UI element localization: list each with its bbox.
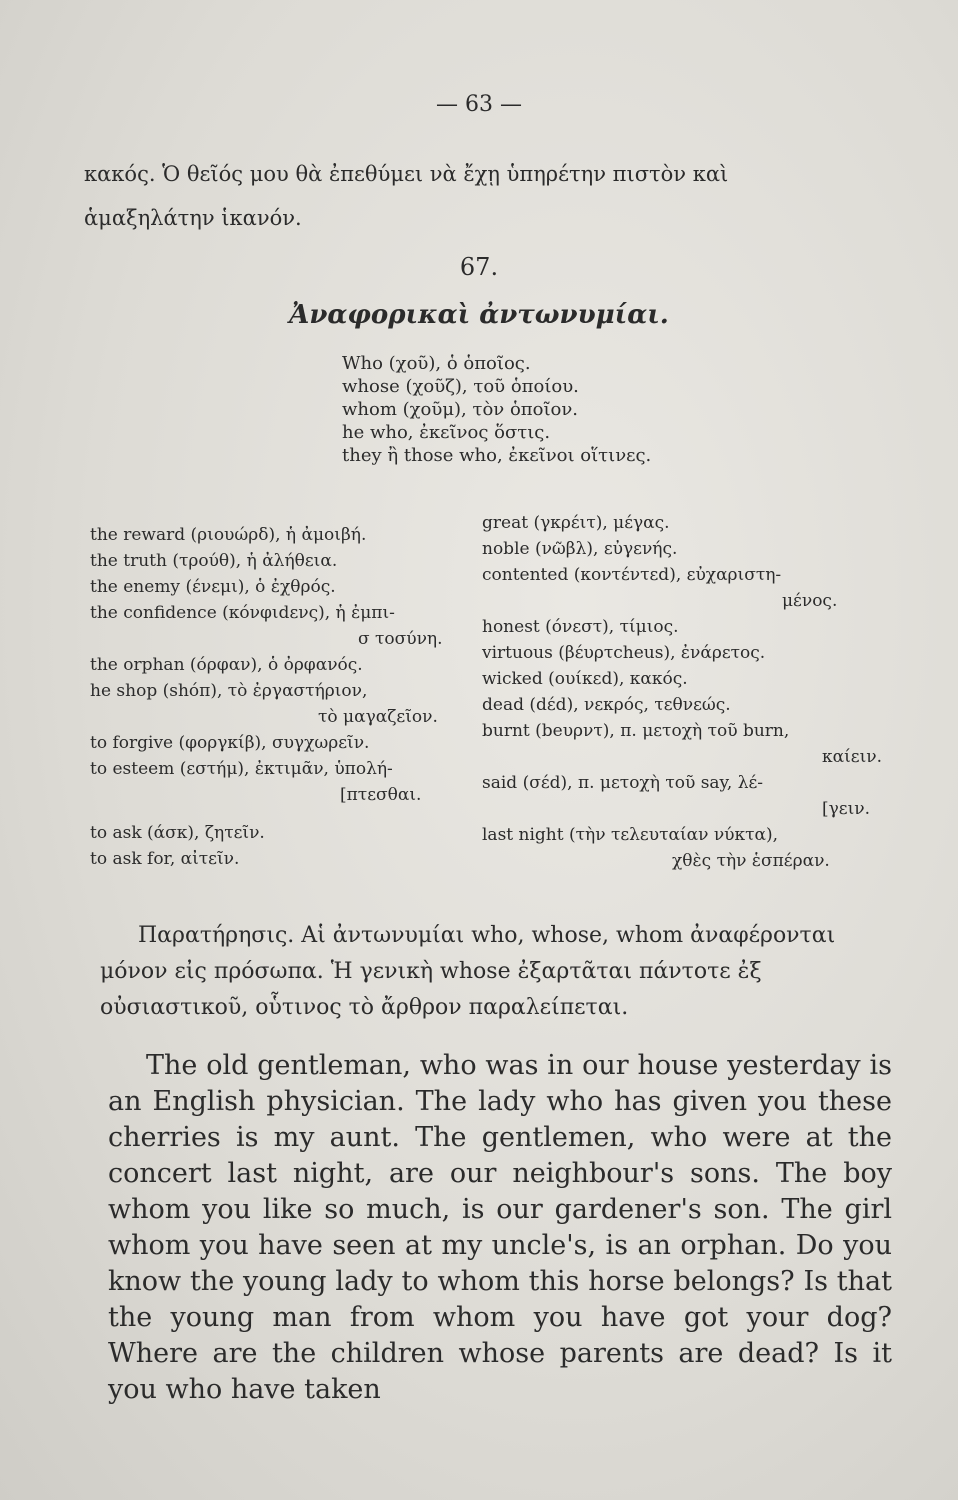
pronoun-entry: Who (χοῦ), ὁ ὁποῖος. bbox=[342, 353, 531, 374]
vocab-entry: last night (τὴν τελευταίαν νύκτα), bbox=[482, 825, 779, 845]
vocab-entry: virtuous (βέυρτcheus), ἐνάρετος. bbox=[482, 643, 766, 663]
vocab-entry-continued: χθὲς τὴν ἑσπέραν. bbox=[672, 851, 830, 871]
text-line: κακός. Ὁ θεῖός μου θὰ ἐπεθύμει νὰ ἔχῃ ὑπηρέτην πιστὸν καὶ bbox=[84, 162, 729, 186]
vocab-entry: the truth (τρούθ), ἡ ἀλήθεια. bbox=[90, 551, 338, 571]
pronoun-entry: whom (χοῦμ), τὸν ὁποῖον. bbox=[342, 399, 579, 420]
vocab-entry: to forgive (φοργκίβ), συγχωρεῖν. bbox=[90, 733, 370, 753]
vocab-entry-continued: σ τοσύνη. bbox=[358, 629, 443, 649]
vocab-entry: the reward (ριουώρδ), ἡ ἀμοιβή. bbox=[90, 525, 367, 545]
vocab-left-column bbox=[90, 522, 470, 872]
vocab-entry: burnt (beυρντ), π. μετοχὴ τοῦ burn, bbox=[482, 721, 790, 741]
vocab-entry: the orphan (όρφαν), ὁ ὀρφανός. bbox=[90, 655, 363, 675]
pronoun-entry: whose (χοῦζ), τοῦ ὁποίου. bbox=[342, 376, 579, 397]
pronoun-entry: they ἢ those who, ἐκεῖνοι οἵτινες. bbox=[342, 445, 652, 466]
page-number: — 63 — bbox=[436, 92, 522, 117]
exercise-paragraph: The old gentleman, who was in our house yesterday is an English physician. The lady who has given you these cherries is my aunt. The gentlemen, who were at the concert last night, are our neighbour's sons. The boy whom you like so much, is our gardener's son. The girl whom you have seen at my uncle's, is an orphan. Do you know the young lady to whom this horse belongs? Is that the young man from whom you have got your dog? Where are the children whose parents are dead? Is it you who have taken bbox=[108, 1050, 892, 1405]
vocab-entry: the enemy (ένεμι), ὁ ἐχθρός. bbox=[90, 577, 336, 597]
vocab-entry: honest (όνεστ), τίμιος. bbox=[482, 617, 679, 637]
pronoun-entry: he who, ἐκεῖνος ὅστις. bbox=[342, 422, 551, 443]
vocab-entry: said (σέd), π. μετοχὴ τοῦ say, λέ- bbox=[482, 773, 764, 793]
text-line: ἁμαξηλάτην ἱκανόν. bbox=[84, 206, 302, 230]
section-title: Ἀναφορικαὶ ἀντωνυμίαι. bbox=[289, 300, 669, 330]
note-paragraph: Παρατήρησις. Αἱ ἀντωνυμίαι who, whose, whom ἀναφέρονται μόνον εἰς πρόσωπα. Ἡ γενικὴ whose ἐξαρτᾶται πάντοτε ἐξ οὐσιαστικοῦ, οὗτινος τὸ ἄρθρον παραλείπεται. bbox=[100, 923, 836, 1020]
vocab-entry: noble (νῶβλ), εὐγενής. bbox=[482, 539, 678, 559]
vocab-entry-continued: [πτεσθαι. bbox=[340, 785, 422, 805]
vocab-entry: contented (κοντέντεd), εὐχαριστη- bbox=[482, 565, 782, 585]
vocab-entry-continued: [γειν. bbox=[822, 799, 871, 819]
vocab-entry: he shop (shόπ), τὸ ἐργαστήριον, bbox=[90, 681, 368, 701]
vocab-entry: to ask (άσκ), ζητεῖν. bbox=[90, 823, 265, 843]
vocab-entry: wicked (ουίκεd), κακός. bbox=[482, 669, 688, 689]
vocab-entry-continued: τὸ μαγαζεῖον. bbox=[318, 707, 438, 727]
vocab-entry: the confidence (κόνφιdενς), ἡ ἐμπι- bbox=[90, 603, 395, 623]
vocab-entry: dead (dέd), νεκρός, τεθνεώς. bbox=[482, 695, 731, 715]
pronoun-list bbox=[342, 352, 651, 467]
vocab-entry: to ask for, αἰτεῖν. bbox=[90, 849, 240, 869]
vocab-entry-continued: καίειν. bbox=[822, 747, 882, 767]
vocab-entry-continued: μένος. bbox=[782, 591, 838, 611]
vocab-entry: to esteem (εστήμ), ἐκτιμᾶν, ὑπολή- bbox=[90, 759, 393, 779]
vocab-right-column bbox=[482, 510, 882, 874]
section-number: 67. bbox=[459, 253, 499, 281]
vocab-entry: great (γκρέιτ), μέγας. bbox=[482, 513, 670, 533]
